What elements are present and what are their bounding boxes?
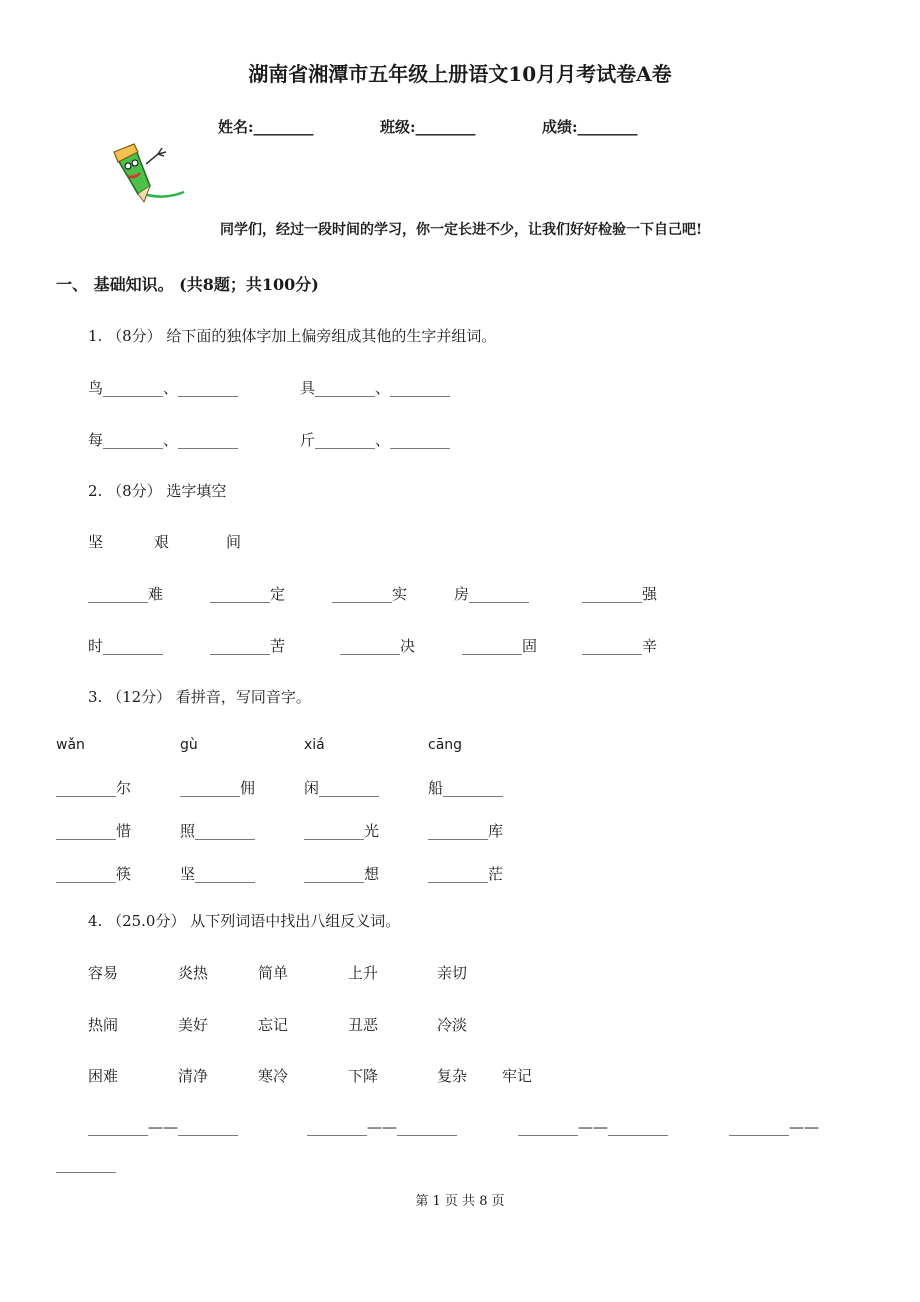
q3-blank: ________筷 [56, 865, 132, 883]
q2-char-option: 间 [226, 533, 242, 551]
q4-word: 寒冷 [258, 1067, 289, 1085]
q2-blank: ________固 [462, 637, 538, 655]
q3-pinyin: xiá [304, 737, 325, 753]
q2-blank: 房________ [454, 585, 530, 603]
q4-answer-blank: ________——________ [88, 1118, 238, 1136]
score-field: 成绩:________ [542, 118, 638, 136]
q4-word: 简单 [258, 964, 289, 982]
section-heading: 一、 基础知识。 (共8题；共100分) [56, 275, 319, 294]
q4-word: 忘记 [258, 1016, 289, 1034]
q1-blank: 每________、________ [88, 431, 239, 449]
name-field: 姓名:________ [218, 118, 314, 136]
page-title: 湖南省湘潭市五年级上册语文10月月考试卷A卷 [248, 62, 672, 86]
q2-blank: 时________ [88, 637, 164, 655]
q4-word: 冷淡 [437, 1016, 468, 1034]
q3-blank: ________想 [304, 865, 380, 883]
q4-word: 美好 [178, 1016, 209, 1034]
q2-blank: ________难 [88, 585, 164, 603]
q2-blank: ________定 [210, 585, 286, 603]
pencil-mascot-icon [104, 142, 188, 208]
q3-blank: ________尔 [56, 779, 132, 797]
q4-word: 丑恶 [348, 1016, 379, 1034]
class-field: 班级:________ [380, 118, 476, 136]
q3-blank: ________佣 [180, 779, 256, 797]
q2-blank: ________决 [340, 637, 416, 655]
q2-blank: ________苦 [210, 637, 286, 655]
q3-blank: 船________ [428, 779, 504, 797]
q4-word: 容易 [88, 964, 119, 982]
q2-blank: ________实 [332, 585, 408, 603]
q4-answer-blank: ________—— [729, 1118, 819, 1136]
q1-blank: 鸟________、________ [88, 379, 239, 397]
q3-blank: ________茫 [428, 865, 504, 883]
q4-word: 下降 [348, 1067, 379, 1085]
q3-blank: ________惜 [56, 822, 132, 840]
q2-char-option: 艰 [154, 533, 170, 551]
q3-pinyin: cāng [428, 737, 463, 753]
q2-blank: ________辛 [582, 637, 658, 655]
q2-char-option: 坚 [88, 533, 104, 551]
q3-blank: 坚________ [180, 865, 256, 883]
greeting-text: 同学们，经过一段时间的学习，你一定长进不少，让我们好好检验一下自己吧! [220, 222, 703, 238]
q1-blank: 斤________、________ [300, 431, 451, 449]
q3-pinyin: gù [180, 737, 198, 753]
q4-word: 牢记 [502, 1067, 533, 1085]
q4-word: 困难 [88, 1067, 119, 1085]
page-footer: 第 1 页 共 8 页 [415, 1194, 505, 1209]
q2-blank: ________强 [582, 585, 658, 603]
q3-blank: ________库 [428, 822, 504, 840]
q4-answer-blank: ________——________ [518, 1118, 668, 1136]
q4-answer-blank: ________ [56, 1155, 116, 1173]
question-3-prompt: 3. （12分） 看拼音，写同音字。 [88, 688, 311, 706]
q4-word: 清净 [178, 1067, 209, 1085]
q3-pinyin: wǎn [56, 737, 85, 753]
q3-blank: 照________ [180, 822, 256, 840]
question-1-prompt: 1. （8分） 给下面的独体字加上偏旁组成其他的生字并组词。 [88, 327, 497, 345]
question-4-prompt: 4. （25.0分） 从下列词语中找出八组反义词。 [88, 912, 401, 930]
q4-word: 复杂 [437, 1067, 468, 1085]
q4-word: 亲切 [437, 964, 468, 982]
q1-blank: 具________、________ [300, 379, 451, 397]
q4-word: 上升 [348, 964, 379, 982]
q4-answer-blank: ________——________ [307, 1118, 457, 1136]
q3-blank: 闲________ [304, 779, 380, 797]
question-2-prompt: 2. （8分） 选字填空 [88, 482, 227, 500]
q3-blank: ________光 [304, 822, 380, 840]
q4-word: 热闹 [88, 1016, 119, 1034]
q4-word: 炎热 [178, 964, 209, 982]
